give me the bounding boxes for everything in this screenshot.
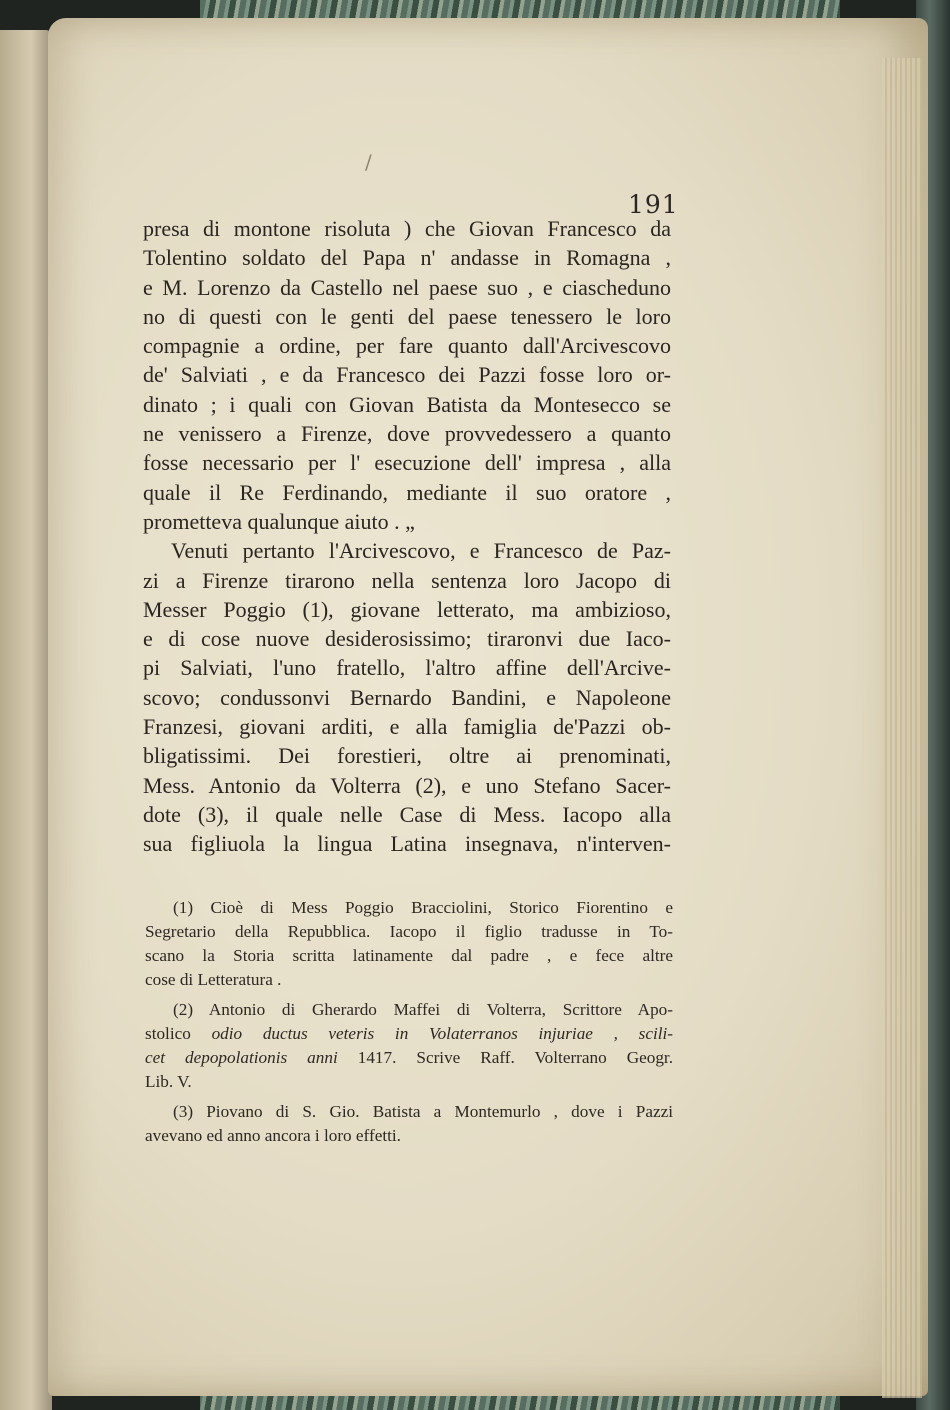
footnote-text: stolico	[145, 1024, 191, 1043]
body-line: dinato ; i quali con Giovan Batista da Montesecco se	[143, 391, 671, 417]
footnote-line: avevano ed anno ancora i loro effetti.	[145, 1126, 401, 1145]
body-line: e M. Lorenzo da Castello nel paese suo , e ciascheduno	[143, 274, 671, 300]
footnote-1	[145, 896, 673, 992]
footnote-text: 1417. Scrive Raff. Volterrano Geogr.	[357, 1048, 673, 1067]
footnote-italic-quote: cet depopolationis anni	[145, 1048, 338, 1067]
previous-page-edge	[0, 30, 52, 1410]
body-line: prometteva qualunque aiuto . „	[143, 508, 415, 534]
footnote-line	[145, 1022, 673, 1046]
footnotes	[145, 896, 673, 1154]
page-number: 191	[628, 190, 679, 219]
footnote-line: (2) Antonio di Gherardo Maffei di Volterra, Scrittore Apo-	[173, 1000, 673, 1019]
body-line: fosse necessario per l' esecuzione dell' impresa , alla	[143, 450, 671, 476]
body-line: de' Salviati , e da Francesco dei Pazzi fosse loro or-	[143, 362, 671, 388]
body-line: sua figliuola la lingua Latina insegnava, n'interven-	[143, 831, 671, 857]
footnote-line: (1) Cioè di Mess Poggio Bracciolini, Storico Fiorentino e	[173, 898, 673, 917]
body-text	[143, 214, 671, 859]
body-line: no di questi con le genti del paese tenessero le loro	[143, 303, 671, 329]
footnote-line: cose di Letteratura .	[145, 970, 282, 989]
body-line: Mess. Antonio da Volterra (2), e uno Stefano Sacer-	[143, 772, 671, 798]
body-line: Venuti pertanto l'Arcivescovo, e Francesco de Paz-	[171, 538, 671, 564]
body-line: pi Salviati, l'uno fratello, l'altro affine dell'Arcive-	[143, 655, 671, 681]
footnote-italic-quote: odio ductus veteris in Volaterranos injuriae , scili-	[211, 1024, 673, 1043]
page-edges	[882, 58, 922, 1398]
footnote-line: Lib. V.	[145, 1072, 192, 1091]
body-line: bligatissimi. Dei forestieri, oltre ai prenominati,	[143, 743, 671, 769]
footnote-2	[145, 998, 673, 1094]
body-line: presa di montone risoluta ) che Giovan Francesco da	[143, 216, 671, 241]
body-line: compagnie a ordine, per fare quanto dall'Arcivescovo	[143, 333, 671, 359]
body-line: Tolentino soldato del Papa n' andasse in Romagna ,	[143, 245, 671, 271]
pencil-mark: /	[365, 150, 372, 174]
footnote-line	[145, 1046, 673, 1070]
body-line: ne venissero a Firenze, dove provvedessero a quanto	[143, 421, 671, 447]
body-line: dote (3), il quale nelle Case di Mess. Iacopo alla	[143, 801, 671, 827]
body-line: scovo; condussonvi Bernardo Bandini, e Napoleone	[143, 684, 671, 710]
body-line: e di cose nuove desiderosissimo; tiraronvi due Iaco-	[143, 626, 671, 652]
footnote-line: scano la Storia scritta latinamente dal padre , e fece altre	[145, 946, 673, 965]
body-line: Franzesi, giovani arditi, e alla famiglia de'Pazzi ob-	[143, 714, 671, 740]
footnote-3	[145, 1100, 673, 1148]
body-line: zi a Firenze tirarono nella sentenza loro Jacopo di	[143, 567, 671, 593]
footnote-line: Segretario della Repubblica. Iacopo il figlio tradusse in To-	[145, 922, 673, 941]
body-line: quale il Re Ferdinando, mediante il suo oratore ,	[143, 479, 671, 505]
body-line: Messer Poggio (1), giovane letterato, ma ambizioso,	[143, 596, 671, 622]
footnote-line: (3) Piovano di S. Gio. Batista a Montemurlo , dove i Pazzi	[173, 1102, 673, 1121]
